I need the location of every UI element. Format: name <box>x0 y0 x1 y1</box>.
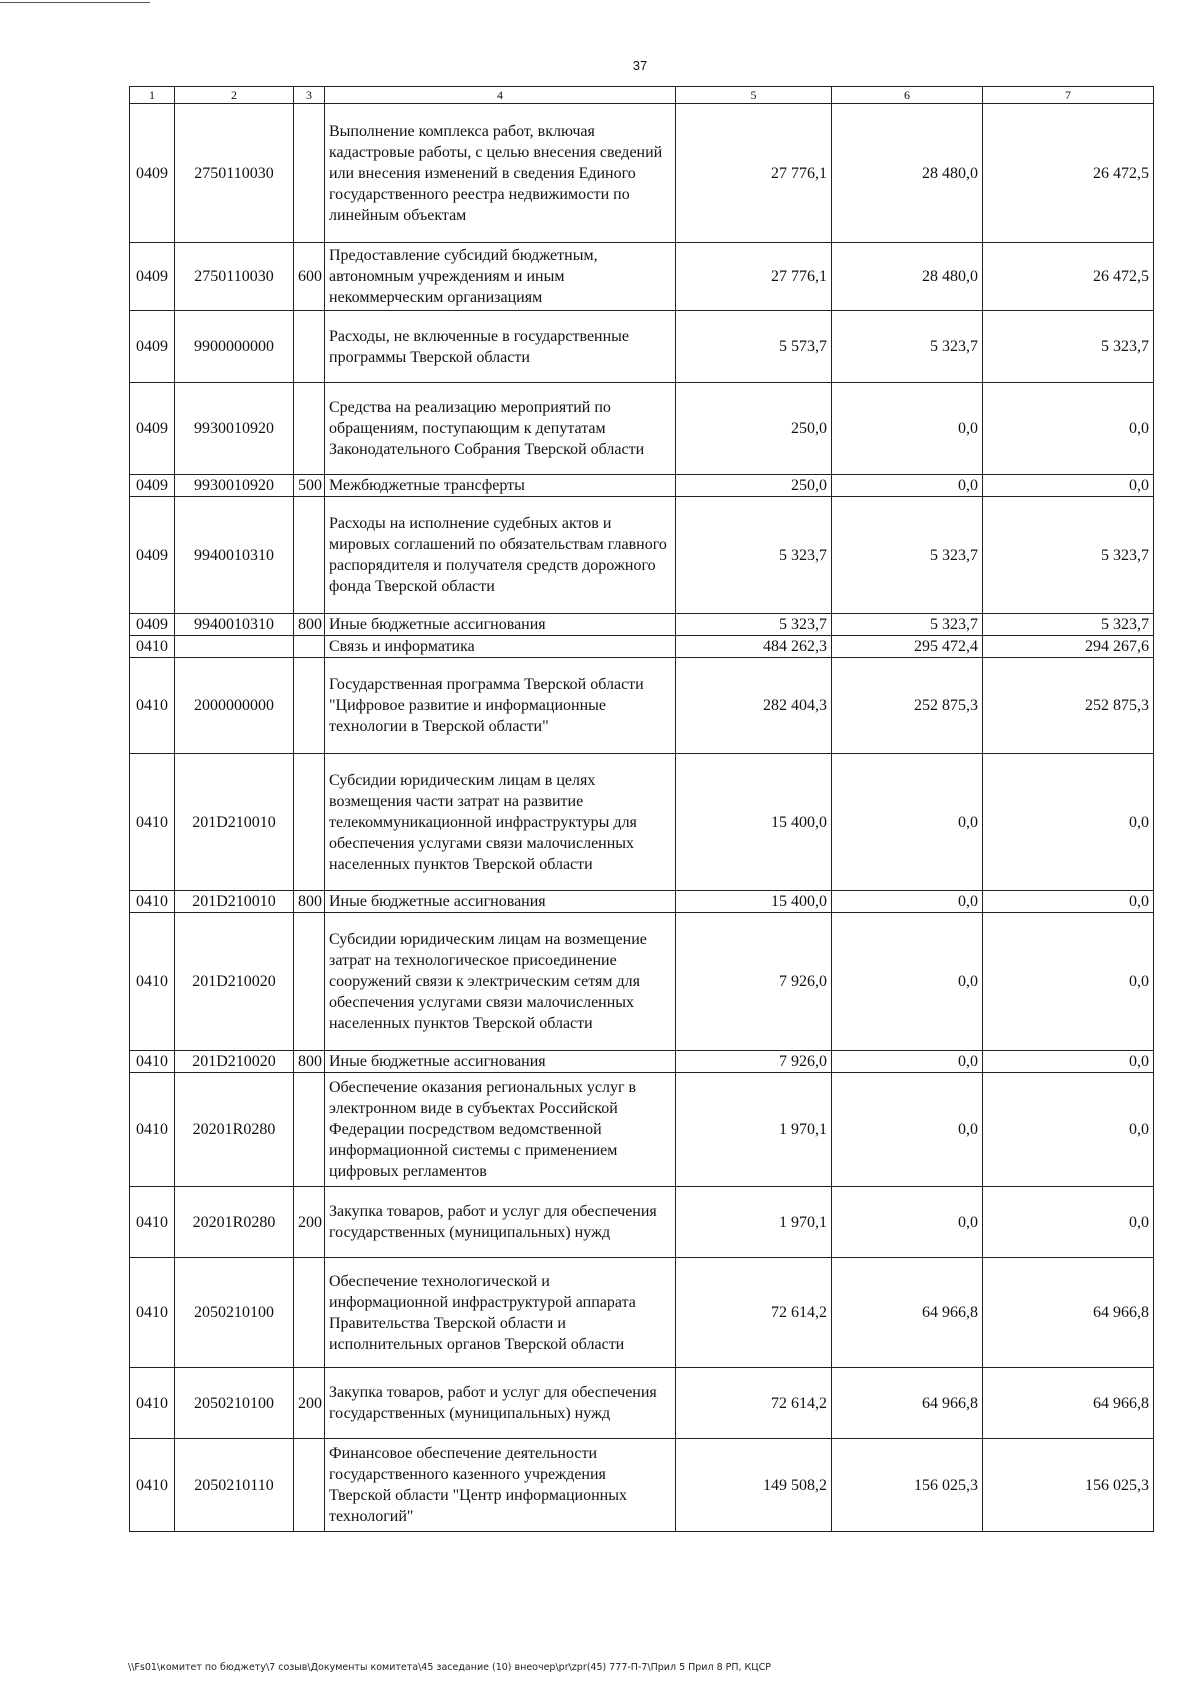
expense-type-code <box>294 754 325 891</box>
item-name: Иные бюджетные ассигнования <box>325 614 676 636</box>
amount-year-1: 7 926,0 <box>676 913 832 1051</box>
target-article-code: 9930010920 <box>175 475 294 497</box>
amount-year-3: 5 323,7 <box>983 497 1154 614</box>
amount-year-3: 64 966,8 <box>983 1258 1154 1368</box>
table-row <box>130 913 1154 1051</box>
amount-year-1: 484 262,3 <box>676 636 832 658</box>
item-name: Предоставление субсидий бюджетным, автономным учреждениям и иным некоммерческим организациям <box>325 243 676 311</box>
amount-year-2: 0,0 <box>832 913 983 1051</box>
amount-year-2: 5 323,7 <box>832 497 983 614</box>
target-article-code: 2750110030 <box>175 104 294 243</box>
expense-type-code <box>294 1073 325 1187</box>
amount-year-3: 0,0 <box>983 891 1154 913</box>
target-article-code: 2050210110 <box>175 1439 294 1532</box>
item-name: Обеспечение технологической и информационной инфраструктурой аппарата Правительства Тверской области и исполнительных органов Тверской области <box>325 1258 676 1368</box>
target-article-code: 201D210010 <box>175 754 294 891</box>
amount-year-3: 64 966,8 <box>983 1368 1154 1439</box>
item-name: Закупка товаров, работ и услуг для обеспечения государственных (муниципальных) нужд <box>325 1187 676 1258</box>
item-name: Расходы, не включенные в государственные программы Тверской области <box>325 311 676 383</box>
expense-type-code: 200 <box>294 1368 325 1439</box>
table-row <box>130 383 1154 475</box>
target-article-code: 2050210100 <box>175 1258 294 1368</box>
expense-type-code: 600 <box>294 243 325 311</box>
amount-year-2: 5 323,7 <box>832 614 983 636</box>
target-article-code: 9940010310 <box>175 497 294 614</box>
table-row <box>130 636 1154 658</box>
expense-type-code: 500 <box>294 475 325 497</box>
amount-year-1: 250,0 <box>676 475 832 497</box>
amount-year-3: 0,0 <box>983 1051 1154 1073</box>
budget-table <box>129 86 1154 1532</box>
item-name: Государственная программа Тверской области "Цифровое развитие и информационные технологии в Тверской области" <box>325 658 676 754</box>
section-code: 0409 <box>130 311 175 383</box>
column-header: 7 <box>983 87 1154 104</box>
table-row <box>130 311 1154 383</box>
item-name: Финансовое обеспечение деятельности государственного казенного учреждения Тверской области "Центр информационных технологий" <box>325 1439 676 1532</box>
top-rule <box>0 2 150 3</box>
amount-year-2: 64 966,8 <box>832 1368 983 1439</box>
expense-type-code <box>294 383 325 475</box>
target-article-code: 9900000000 <box>175 311 294 383</box>
amount-year-3: 0,0 <box>983 913 1154 1051</box>
amount-year-3: 252 875,3 <box>983 658 1154 754</box>
amount-year-3: 156 025,3 <box>983 1439 1154 1532</box>
column-header: 1 <box>130 87 175 104</box>
section-code: 0410 <box>130 1258 175 1368</box>
table-row <box>130 754 1154 891</box>
section-code: 0410 <box>130 1439 175 1532</box>
table-row <box>130 891 1154 913</box>
column-header: 3 <box>294 87 325 104</box>
section-code: 0409 <box>130 614 175 636</box>
table-row <box>130 1051 1154 1073</box>
item-name: Выполнение комплекса работ, включая кадастровые работы, с целью внесения сведений или внесения изменений в сведения Единого государственного реестра недвижимости по линейным объектам <box>325 104 676 243</box>
amount-year-1: 27 776,1 <box>676 104 832 243</box>
amount-year-3: 5 323,7 <box>983 311 1154 383</box>
amount-year-2: 5 323,7 <box>832 311 983 383</box>
item-name: Закупка товаров, работ и услуг для обеспечения государственных (муниципальных) нужд <box>325 1368 676 1439</box>
target-article-code: 2000000000 <box>175 658 294 754</box>
table-row <box>130 1073 1154 1187</box>
amount-year-1: 27 776,1 <box>676 243 832 311</box>
amount-year-2: 295 472,4 <box>832 636 983 658</box>
amount-year-1: 7 926,0 <box>676 1051 832 1073</box>
expense-type-code <box>294 311 325 383</box>
item-name: Субсидии юридическим лицам в целях возмещения части затрат на развитие телекоммуникационной инфраструктуры для обеспечения услугами связи малочисленных населенных пунктов Тверской области <box>325 754 676 891</box>
table-row <box>130 497 1154 614</box>
amount-year-1: 15 400,0 <box>676 891 832 913</box>
section-code: 0409 <box>130 475 175 497</box>
target-article-code: 2750110030 <box>175 243 294 311</box>
page-number: 37 <box>632 58 648 73</box>
column-header: 2 <box>175 87 294 104</box>
expense-type-code: 800 <box>294 614 325 636</box>
amount-year-2: 0,0 <box>832 1187 983 1258</box>
expense-type-code <box>294 913 325 1051</box>
target-article-code: 2050210100 <box>175 1368 294 1439</box>
table-row <box>130 243 1154 311</box>
amount-year-3: 0,0 <box>983 1073 1154 1187</box>
target-article-code: 20201R0280 <box>175 1187 294 1258</box>
expense-type-code <box>294 104 325 243</box>
column-header: 6 <box>832 87 983 104</box>
item-name: Обеспечение оказания региональных услуг в электронном виде в субъектах Российской Федерации посредством ведомственной информационной системы с применением цифровых регламентов <box>325 1073 676 1187</box>
table-row <box>130 1439 1154 1532</box>
amount-year-1: 282 404,3 <box>676 658 832 754</box>
amount-year-1: 1 970,1 <box>676 1073 832 1187</box>
amount-year-3: 0,0 <box>983 754 1154 891</box>
amount-year-1: 5 323,7 <box>676 614 832 636</box>
header-row <box>130 87 1154 104</box>
amount-year-1: 15 400,0 <box>676 754 832 891</box>
amount-year-1: 250,0 <box>676 383 832 475</box>
amount-year-2: 28 480,0 <box>832 104 983 243</box>
table-row <box>130 475 1154 497</box>
amount-year-3: 26 472,5 <box>983 104 1154 243</box>
expense-type-code <box>294 636 325 658</box>
table-row <box>130 658 1154 754</box>
section-code: 0409 <box>130 383 175 475</box>
item-name: Иные бюджетные ассигнования <box>325 891 676 913</box>
amount-year-2: 0,0 <box>832 475 983 497</box>
section-code: 0410 <box>130 891 175 913</box>
target-article-code <box>175 636 294 658</box>
amount-year-2: 0,0 <box>832 1073 983 1187</box>
section-code: 0410 <box>130 913 175 1051</box>
item-name: Межбюджетные трансферты <box>325 475 676 497</box>
item-name: Иные бюджетные ассигнования <box>325 1051 676 1073</box>
amount-year-2: 0,0 <box>832 891 983 913</box>
section-code: 0410 <box>130 754 175 891</box>
amount-year-3: 0,0 <box>983 383 1154 475</box>
target-article-code: 201D210020 <box>175 913 294 1051</box>
amount-year-2: 64 966,8 <box>832 1258 983 1368</box>
section-code: 0409 <box>130 243 175 311</box>
item-name: Субсидии юридическим лицам на возмещение затрат на технологическое присоединение сооружений связи к электрическим сетям для обеспечения услугами связи малочисленных населенных пунктов Тверской области <box>325 913 676 1051</box>
amount-year-1: 72 614,2 <box>676 1258 832 1368</box>
table-row <box>130 1187 1154 1258</box>
table-row <box>130 1258 1154 1368</box>
amount-year-2: 0,0 <box>832 383 983 475</box>
amount-year-3: 294 267,6 <box>983 636 1154 658</box>
amount-year-2: 252 875,3 <box>832 658 983 754</box>
item-name: Связь и информатика <box>325 636 676 658</box>
expense-type-code <box>294 1439 325 1532</box>
section-code: 0409 <box>130 497 175 614</box>
table-row <box>130 1368 1154 1439</box>
amount-year-1: 5 323,7 <box>676 497 832 614</box>
section-code: 0410 <box>130 1051 175 1073</box>
amount-year-3: 5 323,7 <box>983 614 1154 636</box>
section-code: 0410 <box>130 1368 175 1439</box>
section-code: 0410 <box>130 1187 175 1258</box>
amount-year-1: 149 508,2 <box>676 1439 832 1532</box>
footer-file-path: \\Fs01\комитет по бюджету\7 созыв\Документы комитета\45 заседание (10) внеочер\pr\zpr(45) 777-П-7\Прил 5 Прил 8 РП, КЦСР <box>128 1662 772 1673</box>
amount-year-1: 72 614,2 <box>676 1368 832 1439</box>
amount-year-2: 156 025,3 <box>832 1439 983 1532</box>
section-code: 0410 <box>130 636 175 658</box>
table-row <box>130 104 1154 243</box>
amount-year-2: 0,0 <box>832 1051 983 1073</box>
item-name: Средства на реализацию мероприятий по обращениям, поступающим к депутатам Законодательного Собрания Тверской области <box>325 383 676 475</box>
section-code: 0410 <box>130 1073 175 1187</box>
column-header: 4 <box>325 87 676 104</box>
target-article-code: 9930010920 <box>175 383 294 475</box>
expense-type-code <box>294 497 325 614</box>
expense-type-code <box>294 658 325 754</box>
target-article-code: 201D210020 <box>175 1051 294 1073</box>
section-code: 0409 <box>130 104 175 243</box>
target-article-code: 9940010310 <box>175 614 294 636</box>
amount-year-3: 0,0 <box>983 475 1154 497</box>
amount-year-3: 0,0 <box>983 1187 1154 1258</box>
item-name: Расходы на исполнение судебных актов и мировых соглашений по обязательствам главного распорядителя и получателя средств дорожного фонда Тверской области <box>325 497 676 614</box>
amount-year-3: 26 472,5 <box>983 243 1154 311</box>
table-row <box>130 614 1154 636</box>
target-article-code: 20201R0280 <box>175 1073 294 1187</box>
section-code: 0410 <box>130 658 175 754</box>
expense-type-code: 800 <box>294 891 325 913</box>
expense-type-code <box>294 1258 325 1368</box>
expense-type-code: 200 <box>294 1187 325 1258</box>
amount-year-1: 1 970,1 <box>676 1187 832 1258</box>
expense-type-code: 800 <box>294 1051 325 1073</box>
amount-year-2: 0,0 <box>832 754 983 891</box>
target-article-code: 201D210010 <box>175 891 294 913</box>
amount-year-1: 5 573,7 <box>676 311 832 383</box>
amount-year-2: 28 480,0 <box>832 243 983 311</box>
column-header: 5 <box>676 87 832 104</box>
